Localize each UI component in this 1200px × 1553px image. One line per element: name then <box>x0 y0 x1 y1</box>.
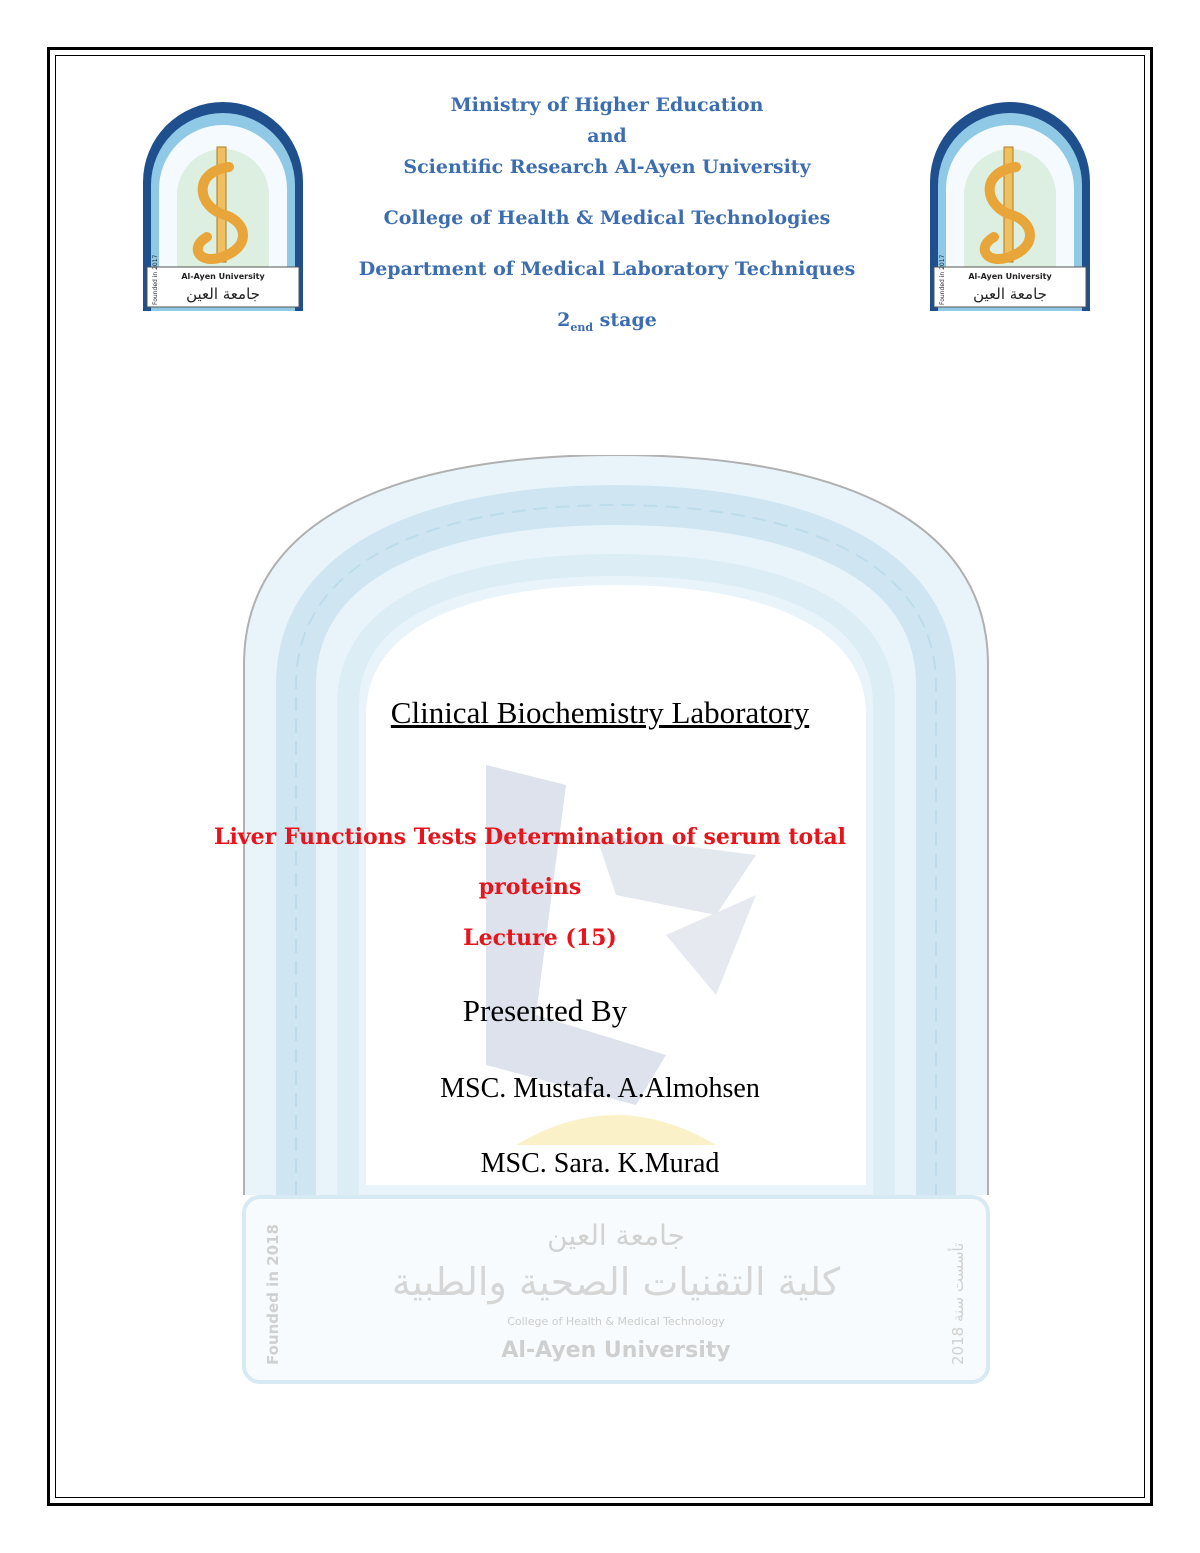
svg-text:Founded in 2018: Founded in 2018 <box>264 1224 282 1365</box>
lecture-number: Lecture (15) <box>463 925 617 951</box>
university-line: Scientific Research Al-Ayen University <box>403 156 811 178</box>
university-logo-left <box>137 97 309 311</box>
svg-text:جامعة العين: جامعة العين <box>186 285 260 303</box>
university-logo-right <box>924 97 1096 311</box>
svg-text:جامعة العين: جامعة العين <box>547 1219 685 1252</box>
stage-label: $2_{end}$ stage <box>557 309 657 334</box>
author-name: MSC. Mustafa. A.Almohsen <box>440 1073 760 1104</box>
ministry-and-line: and <box>587 125 627 147</box>
presented-by-label: Presented By <box>462 993 628 1028</box>
department-name: Department of Medical Laboratory Techniques <box>358 258 856 280</box>
svg-text:تأسست سنة 2018: تأسست سنة 2018 <box>949 1242 967 1365</box>
svg-text:Al-Ayen University: Al-Ayen University <box>968 272 1052 281</box>
svg-text:جامعة العين: جامعة العين <box>973 285 1047 303</box>
svg-text:Founded in 2017: Founded in 2017 <box>939 254 946 305</box>
svg-text:Al-Ayen University: Al-Ayen University <box>181 272 265 281</box>
svg-text:Al-Ayen University: Al-Ayen University <box>501 1338 731 1363</box>
lecture-topic: Liver Functions Tests Determination of serum total proteins <box>213 824 847 900</box>
svg-text:Founded in 2017: Founded in 2017 <box>152 254 159 305</box>
college-name: College of Health & Medical Technologies <box>383 207 831 229</box>
svg-text:كلية التقنيات الصحية والطبية: كلية التقنيات الصحية والطبية <box>391 1260 841 1304</box>
svg-text:College of Health & Medical Te: College of Health & Medical Technology <box>507 1315 725 1328</box>
course-title: Clinical Biochemistry Laboratory <box>390 695 810 730</box>
author-name: MSC. Sara. K.Murad <box>480 1148 720 1179</box>
ministry-line: Ministry of Higher Education <box>450 94 764 116</box>
